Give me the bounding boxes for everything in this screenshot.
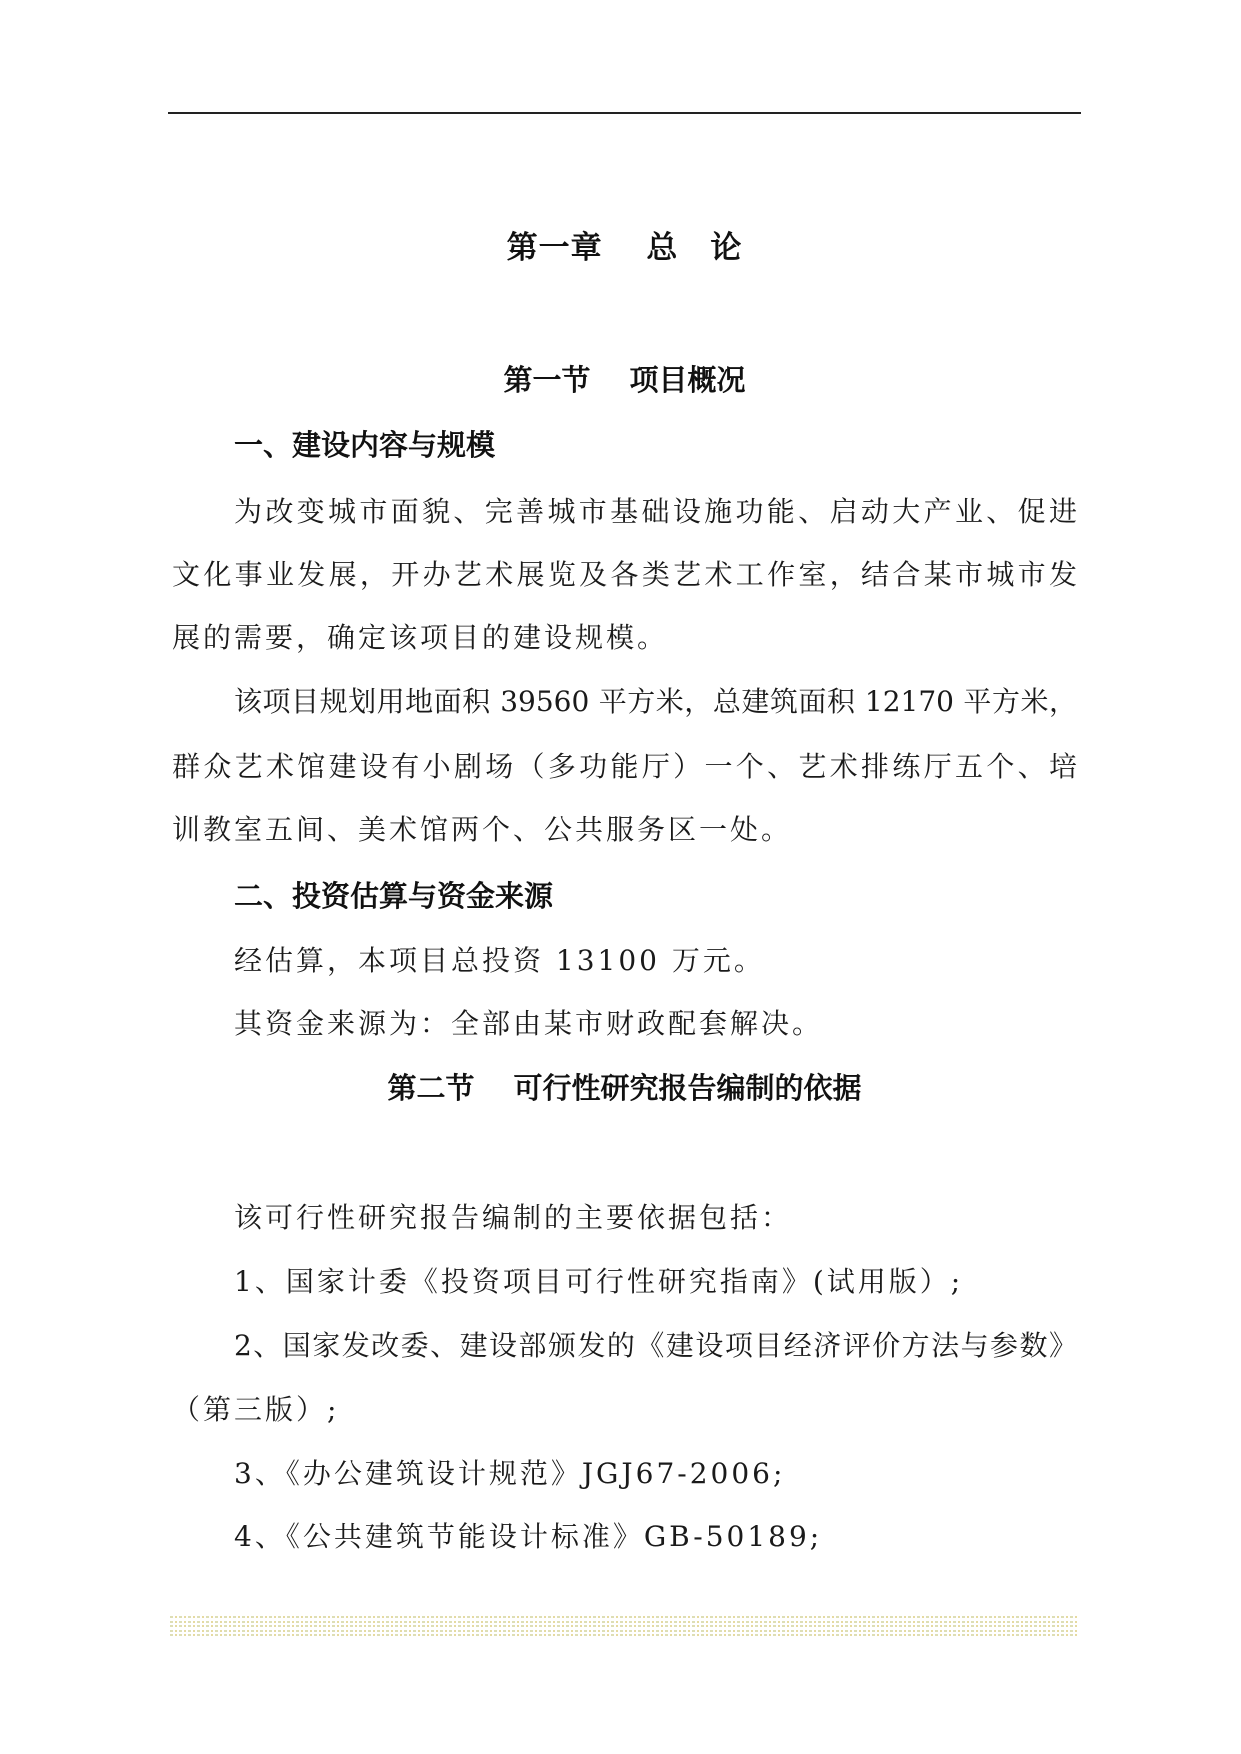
paragraph-line: 为改变城市面貌、完善城市基础设施功能、启动大产业、促进	[234, 495, 1077, 528]
paragraph-line: 展的需要，确定该项目的建设规模。	[172, 621, 669, 654]
subheading-investment-funding: 二、投资估算与资金来源	[234, 879, 554, 913]
header-rule	[168, 112, 1081, 114]
paragraph-line: 该可行性研究报告编制的主要依据包括：	[234, 1201, 793, 1234]
paragraph-line: 文化事业发展，开办艺术展览及各类艺术工作室，结合某市城市发	[172, 558, 1077, 591]
paragraph-line: 该项目规划用地面积 39560 平方米，总建筑面积 12170 平方米，	[234, 685, 1077, 718]
list-item: 3、《办公建筑设计规范》JGJ67-2006;	[234, 1457, 786, 1490]
chapter-title: 第一章 总 论	[506, 230, 743, 266]
list-item-continuation: （第三版）;	[172, 1393, 340, 1426]
footer-watermark-band	[170, 1616, 1079, 1636]
section-2-title: 第二节 可行性研究报告编制的依据	[387, 1071, 862, 1105]
list-item: 2、国家发改委、建设部颁发的《建设项目经济评价方法与参数》	[234, 1329, 1077, 1362]
subheading-construction-scale: 一、建设内容与规模	[234, 428, 496, 462]
paragraph-line: 经估算，本项目总投资 13100 万元。	[234, 944, 765, 977]
list-item: 1、国家计委《投资项目可行性研究指南》(试用版）;	[234, 1265, 964, 1298]
paragraph-line: 其资金来源为：全部由某市财政配套解决。	[234, 1007, 824, 1040]
list-item: 4、《公共建筑节能设计标准》GB-50189;	[234, 1520, 823, 1553]
paragraph-line: 群众艺术馆建设有小剧场（多功能厅）一个、艺术排练厅五个、培	[172, 750, 1077, 783]
section-1-title: 第一节 项目概况	[503, 363, 746, 397]
paragraph-line: 训教室五间、美术馆两个、公共服务区一处。	[172, 813, 793, 846]
